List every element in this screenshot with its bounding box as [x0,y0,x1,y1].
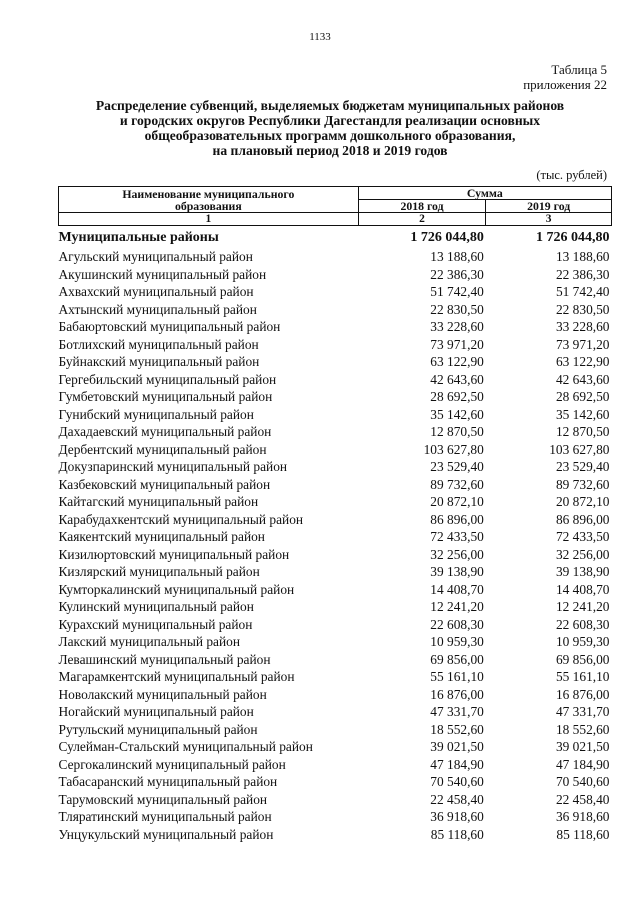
table-row [59,423,612,441]
table-row [59,738,612,756]
table-row [59,528,612,546]
table-reference-line-1: Таблица 5 [551,62,607,77]
document-title [50,98,610,158]
value-2019: 22 608,30 [555,616,610,632]
value-2019: 39 021,50 [555,739,610,754]
table-reference [523,62,607,92]
district-name: Акушинский муниципальный район [58,266,267,282]
district-name: Лакский муниципальный район [58,634,241,649]
subsidy-table [58,186,612,843]
value-2019: 18 552,60 [555,721,610,737]
value-2019: 89 732,60 [555,476,610,492]
district-name: Дахадаевский муниципальный район [58,424,272,439]
header-year-2019: 2019 год [486,200,612,213]
value-2018: 51 742,40 [430,284,484,299]
table-row [59,616,612,634]
value-2019: 36 918,60 [555,809,610,824]
table-row [59,406,612,424]
value-2018: 39 021,50 [430,739,484,754]
value-2019: 14 408,70 [555,581,610,597]
units-label: (тыс. рублей) [536,168,607,182]
table-row [59,546,612,564]
value-2019: 10 959,30 [555,634,610,649]
title-line: общеобразовательных программ дошкольного образования, [144,128,516,143]
value-2019: 63 122,90 [555,354,610,369]
table-row [59,773,612,791]
district-name: Казбековский муниципальный район [58,476,271,492]
value-2018: 73 971,20 [430,336,484,352]
district-name: Ахвахский муниципальный район [58,284,254,299]
table-row [59,388,612,406]
value-2018: 22 608,30 [430,616,484,632]
value-2018: 42 643,60 [430,371,484,387]
table-row [59,301,612,319]
value-2018: 22 458,40 [430,791,484,807]
value-2018: 16 876,00 [430,686,484,702]
district-name: Ботлихский муниципальный район [58,336,259,352]
total-name: Муниципальные районы [58,230,219,245]
district-name: Гунибский муниципальный район [58,406,254,422]
value-2018: 69 856,00 [430,651,484,667]
district-name: Сергокалинский муниципальный район [58,756,286,772]
value-2019: 55 161,10 [555,669,610,684]
value-2018: 14 408,70 [430,581,484,597]
district-name: Магарамкентский муниципальный район [58,669,295,684]
value-2018: 63 122,90 [430,354,484,369]
page-number: 1133 [309,31,331,43]
district-name: Кизилюртовский муниципальный район [58,546,290,562]
table-row [59,441,612,459]
table-row [59,703,612,721]
value-2018: 22 386,30 [430,266,484,282]
value-2018: 36 918,60 [430,809,484,824]
title-line: на плановый период 2018 и 2019 годов [212,143,448,158]
value-2018: 35 142,60 [430,406,484,422]
table-row [59,318,612,336]
value-2018: 33 228,60 [430,319,484,334]
table-row [59,476,612,494]
district-name: Левашинский муниципальный район [58,651,271,667]
table-row [59,791,612,809]
value-2018: 47 331,70 [430,704,484,719]
district-name: Дербентский муниципальный район [58,441,267,457]
district-name: Буйнакский муниципальный район [58,354,260,369]
district-name: Ногайский муниципальный район [58,704,254,719]
district-name: Карабудахкентский муниципальный район [58,511,304,527]
value-2018: 89 732,60 [430,476,484,492]
table-row [59,581,612,599]
district-name: Табасаранский муниципальный район [58,774,278,789]
district-name: Тляратинский муниципальный район [58,809,272,824]
district-name: Тарумовский муниципальный район [58,791,268,807]
district-name: Каякентский муниципальный район [58,529,265,544]
value-2019: 42 643,60 [555,371,610,387]
value-2018: 23 529,40 [430,459,484,474]
table-row [59,511,612,529]
table-row [59,563,612,581]
title-line: и городских округов Республики Дагестандля реализации основных [119,113,541,128]
value-2018: 28 692,50 [430,389,484,404]
value-2019: 39 138,90 [555,564,610,579]
value-2019: 22 458,40 [555,791,610,807]
value-2018: 18 552,60 [430,721,484,737]
column-number-3: 3 [486,213,612,226]
district-name: Унцукульский муниципальный район [58,826,274,842]
table-row [59,826,612,844]
value-2019: 73 971,20 [555,336,610,352]
value-2018: 85 118,60 [430,826,484,842]
district-name: Кизлярский муниципальный район [58,564,260,579]
value-2019: 47 184,90 [555,756,610,772]
value-2018: 12 241,20 [430,599,484,614]
value-2019: 28 692,50 [555,389,610,404]
district-name: Рутульский муниципальный район [58,721,258,737]
value-2019: 35 142,60 [555,406,610,422]
district-name: Кайтагский муниципальный район [58,494,259,509]
district-name: Докузпаринский муниципальный район [58,459,288,474]
table-row [59,371,612,389]
value-2019: 22 830,50 [555,301,610,317]
value-2019: 12 241,20 [555,599,610,614]
value-2019: 22 386,30 [555,266,610,282]
value-2018: 103 627,80 [423,441,484,457]
value-2018: 72 433,50 [430,529,484,544]
table-row [59,353,612,371]
table-reference-line-2: приложения 22 [523,77,607,92]
value-2019: 13 188,60 [555,249,610,264]
value-2018: 86 896,00 [430,511,484,527]
value-2019: 16 876,00 [555,686,610,702]
value-2019: 32 256,00 [555,546,610,562]
table-row [59,633,612,651]
value-2018: 12 870,50 [430,424,484,439]
value-2018: 55 161,10 [430,669,484,684]
header-sum-column: Сумма [358,187,611,200]
table-row [59,598,612,616]
value-2019: 51 742,40 [555,284,610,299]
value-2019: 47 331,70 [555,704,610,719]
value-2018: 39 138,90 [430,564,484,579]
value-2019: 86 896,00 [555,511,610,527]
table-row [59,808,612,826]
table-row [59,458,612,476]
value-2018: 70 540,60 [430,774,484,789]
header-name-column: Наименование муниципального образования [59,187,359,213]
table-row [59,266,612,284]
table-row [59,721,612,739]
table-row [59,283,612,301]
table-body [59,226,612,844]
value-2018: 13 188,60 [430,249,484,264]
value-2018: 47 184,90 [430,756,484,772]
table-row [59,493,612,511]
value-2018: 10 959,30 [430,634,484,649]
district-name: Агульский муниципальный район [58,249,253,264]
total-2018: 1 726 044,80 [410,230,484,245]
value-2019: 70 540,60 [555,774,610,789]
district-name: Ахтынский муниципальный район [58,301,257,317]
value-2019: 23 529,40 [555,459,610,474]
column-number-1: 1 [59,213,359,226]
column-number-2: 2 [358,213,486,226]
table-row [59,668,612,686]
value-2018: 20 872,10 [430,494,484,509]
district-name: Гумбетовский муниципальный район [58,389,273,404]
district-name: Сулейман-Стальский муниципальный район [58,739,313,754]
value-2019: 33 228,60 [555,319,610,334]
title-line: Распределение субвенций, выделяемых бюджетам муниципальных районов [95,98,565,113]
district-name: Курахский муниципальный район [58,616,253,632]
header-year-2018: 2018 год [358,200,486,213]
value-2018: 32 256,00 [430,546,484,562]
district-name: Гергебильский муниципальный район [58,371,277,387]
value-2019: 20 872,10 [555,494,610,509]
value-2019: 12 870,50 [555,424,610,439]
district-name: Кумторкалинский муниципальный район [58,581,295,597]
table-row [59,756,612,774]
table-row [59,651,612,669]
value-2019: 103 627,80 [549,441,610,457]
value-2019: 69 856,00 [555,651,610,667]
table-row [59,248,612,266]
value-2019: 85 118,60 [556,826,610,842]
district-name: Бабаюртовский муниципальный район [58,319,281,334]
district-name: Кулинский муниципальный район [58,599,254,614]
total-row [59,226,612,249]
total-2019: 1 726 044,80 [536,230,610,245]
district-name: Новолакский муниципальный район [58,686,267,702]
table-row [59,686,612,704]
value-2019: 72 433,50 [555,529,610,544]
table-row [59,336,612,354]
value-2018: 22 830,50 [430,301,484,317]
